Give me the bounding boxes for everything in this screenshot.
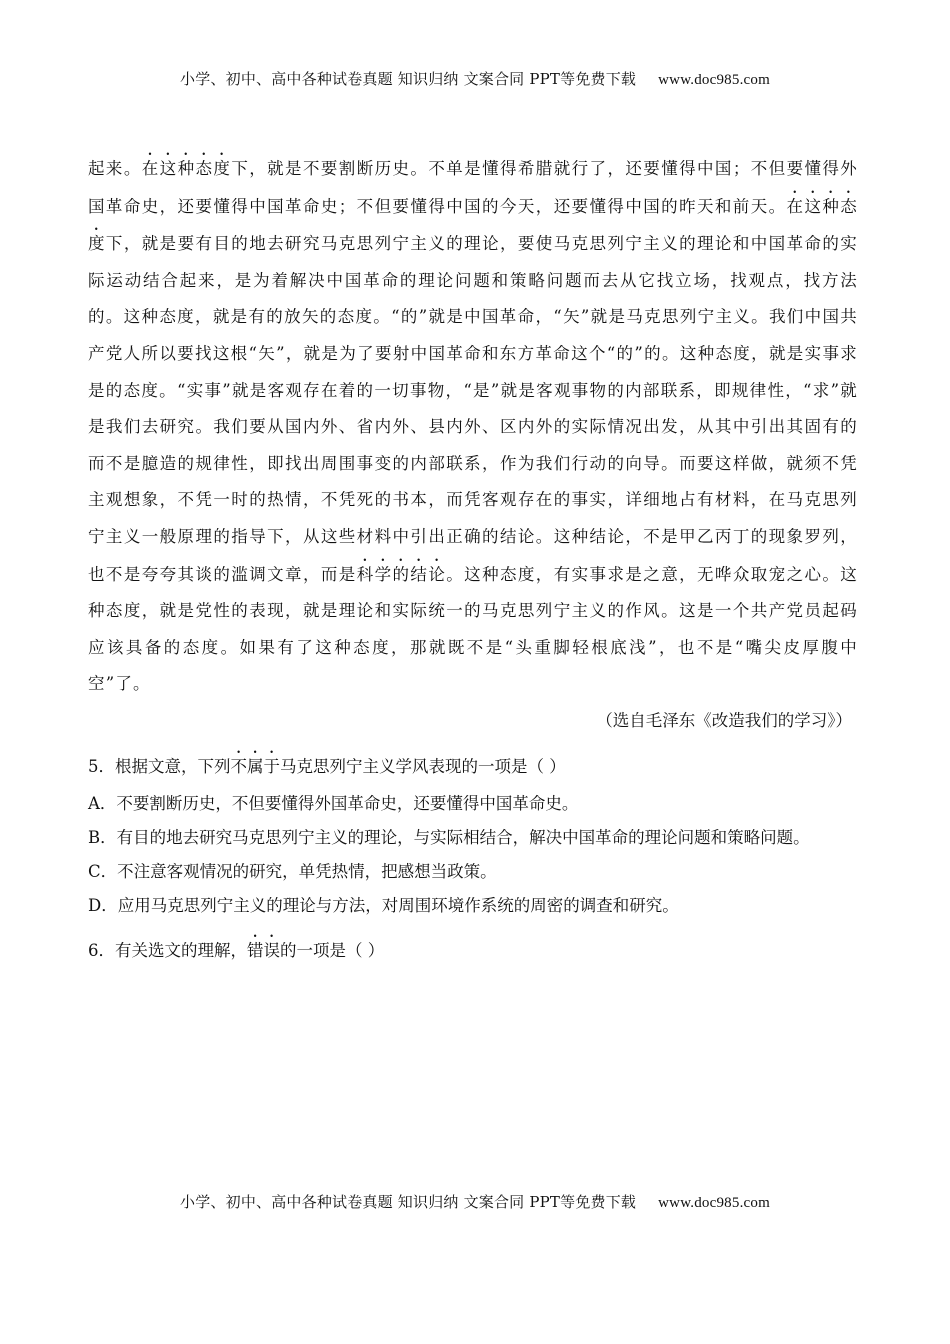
option-a: A．不要割断历史，不但要懂得外国革命史，还要懂得中国革命史。 [88, 793, 579, 813]
option-d: D．应用马克思列宁主义的理论与方法，对周围环境作系统的周密的调查和研究。 [88, 895, 679, 915]
passage-source: （选自毛泽东《改造我们的学习》） [596, 710, 852, 730]
stem-text: 的一项是（ ） [280, 940, 385, 960]
option-b: B．有目的地去研究马克思列宁主义的理论，与实际相结合，解决中国革命的理论问题和策略问题。 [88, 827, 810, 847]
stem-text: 5．根据文意，下列 [88, 756, 231, 776]
page-header [0, 68, 950, 89]
option-c: C．不注意客观情况的研究，单凭热情，把感想当政策。 [88, 861, 497, 881]
footer-text: 小学、初中、高中各种试卷真题 知识归纳 文案合同 PPT等免费下载 [180, 1193, 637, 1211]
question-stem [88, 747, 858, 787]
stem-text: 马克思列宁主义学风表现的一项是（ ） [280, 756, 566, 776]
passage-text: 。这种态度，有实事求是之意，无哗众取宠之心。这种态度，就是党性的表现，就是理论和实际统一的马克思列宁主义的作风。这是一个共产党员起码应该具备的态度。如果有了这种态度，那就既不是“头重脚轻根底浅”，也不是“嘴尖皮厚腹中空”了。 [88, 564, 859, 694]
emphasized-text: 错误 [247, 940, 280, 960]
passage-text: 起来。 [88, 159, 142, 178]
page-content [88, 150, 858, 971]
emphasized-text: 在这种态度 [141, 159, 232, 178]
passage-text: 下，就是不要割断历史。不单是懂得希腊就行了，还要懂得中国；不但要懂得外国革命史，还要懂得中国革命史；不但要懂得中国的今天，还要懂得中国的昨天和前天。 [88, 159, 859, 216]
header-url[interactable]: www.doc985.com [658, 72, 770, 88]
header-text: 小学、初中、高中各种试卷真题 知识归纳 文案合同 PPT等免费下载 [180, 70, 637, 88]
question-6 [88, 931, 858, 971]
question-stem [88, 931, 858, 971]
passage-text: 下，就是要有目的地去研究马克思列宁主义的理论，要使马克思列宁主义的理论和中国革命的实际运动结合起来，是为着解决中国革命的理论问题和策略问题而去从它找立场，找观点，找方法的。这种态度，就是有的放矢的态度。“的”就是中国革命，“矢”就是马克思列宁主义。我们中国共产党人所以要找这根“矢”，就是为了要射中国革命和东方革命这个“的”的。这种态度，就是实事求是的态度。“实事”就是客观存在着的一切事物，“是”就是客观事物的内部联系，即规律性，“求”就是我们去研究。我们要从国内外、省内外、县内外、区内外的实际情况出发，从其中引出其固有的而不是臆造的规律性，即找出周围事变的内部联系，作为我们行动的向导。而要这样做，就须不凭主观想象，不凭一时的热情，不凭死的书本，而凭客观存在的事实，详细地占有材料，在马克思列宁主义一般原理的指导下，从这些材料中引出正确的结论。这种结论，不是甲乙丙丁的现象罗列，也不是夸夸其谈的滥调文章，而是 [88, 234, 859, 584]
emphasized-text: 科学的结论 [356, 564, 447, 584]
stem-text: 6．有关选文的理解， [88, 940, 247, 960]
passage [88, 150, 858, 703]
footer-url[interactable]: www.doc985.com [658, 1195, 770, 1211]
emphasized-text: 在这种态度 [88, 196, 858, 254]
passage-paragraph [88, 150, 858, 703]
emphasized-text: 不属于 [230, 756, 280, 776]
question-5 [88, 747, 858, 923]
page-footer [0, 1191, 950, 1212]
